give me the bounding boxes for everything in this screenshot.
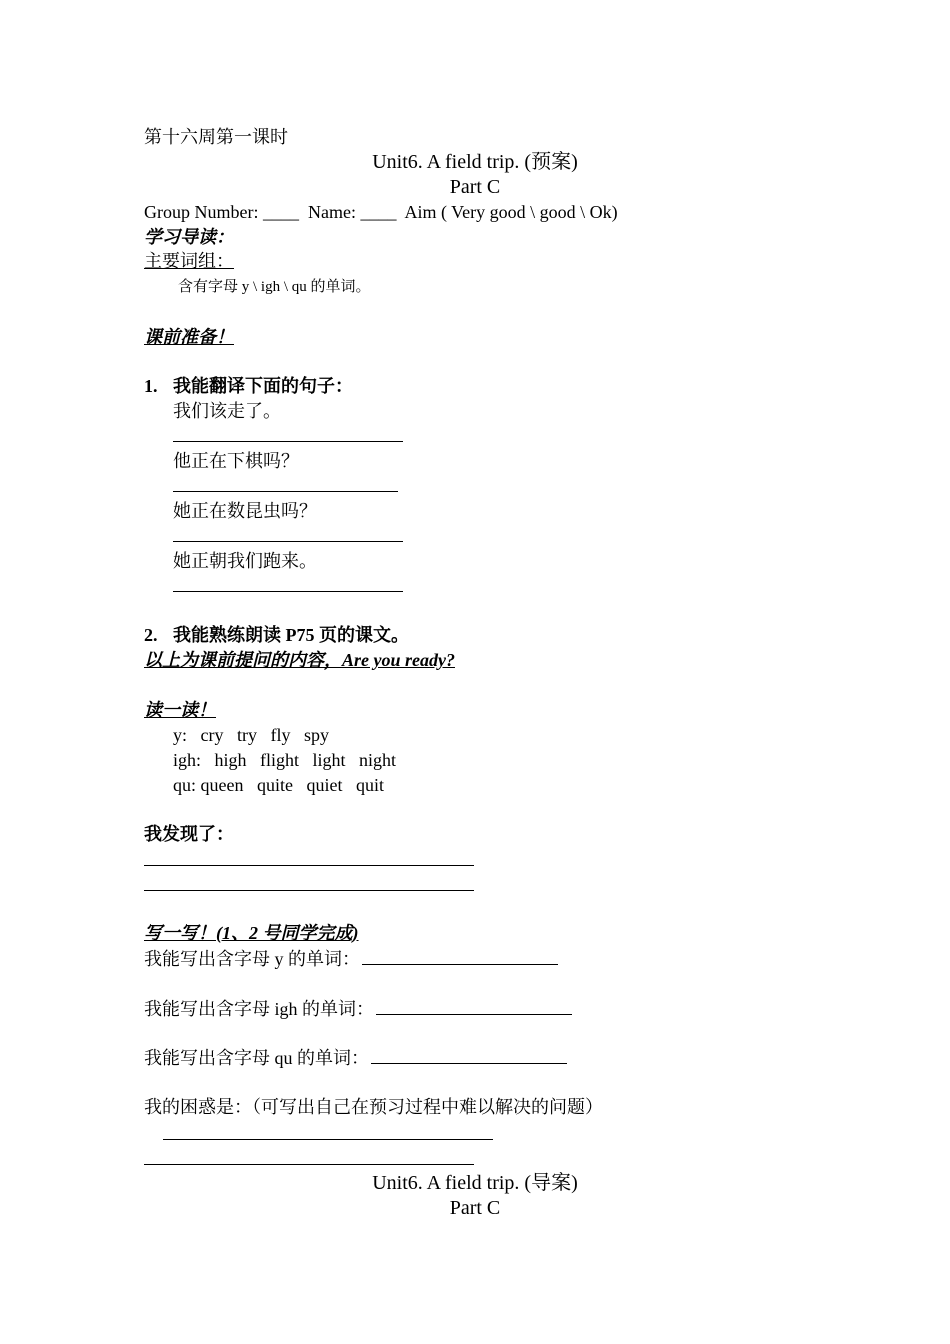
answer-line-4[interactable] — [173, 591, 403, 592]
part-title: Part C — [449, 176, 501, 198]
item-number: 1. — [144, 376, 158, 396]
answer-line-1[interactable] — [173, 441, 403, 442]
read-heading: 读一读！ — [144, 700, 216, 720]
write-heading: 写一写！(1、2 号同学完成) — [144, 923, 359, 943]
read-row-y: y: cry try fly spy — [173, 725, 329, 745]
guide-note: 含有字母 y \ igh \ qu 的单词。 — [178, 279, 371, 295]
write-question-qu — [144, 1046, 567, 1069]
guide-subheading: 主要词组： — [144, 251, 234, 271]
read-row-igh: igh: high flight light night — [173, 750, 397, 770]
unit-title: Unit6. A field trip. (预案) — [372, 151, 578, 173]
question-label: 我能写出含字母 qu 的单词： — [144, 1048, 369, 1068]
answer-blank-qu[interactable] — [371, 1046, 567, 1064]
ready-line: 以上为课前提问的内容，Are you ready? — [144, 650, 455, 670]
write-question-igh — [144, 997, 572, 1020]
sentence-1: 我们该走了。 — [173, 401, 281, 421]
found-label: 我发现了： — [144, 824, 234, 844]
guide-heading: 学习导读： — [144, 227, 234, 247]
found-line-2[interactable] — [144, 890, 474, 891]
write-question-y — [144, 947, 558, 970]
doubt-label: 我的困惑是：（可写出自己在预习过程中难以解决的问题） — [144, 1097, 603, 1117]
doubt-line-2[interactable] — [144, 1164, 474, 1165]
prep-heading: 课前准备！ — [144, 327, 234, 347]
group-info-line: Group Number: ____ Name: ____ Aim ( Very good \ good \ Ok) — [144, 202, 618, 222]
guide-unit-title: Unit6. A field trip. (导案) — [372, 1172, 578, 1194]
item-title: 我能熟练朗读 P75 页的课文。 — [173, 625, 409, 645]
answer-line-3[interactable] — [173, 541, 403, 542]
read-row-qu: qu: queen quite quiet quit — [173, 775, 384, 795]
item-title: 我能翻译下面的句子： — [173, 376, 353, 396]
question-label: 我能写出含字母 y 的单词： — [144, 949, 360, 969]
prep-item-2 — [144, 624, 409, 646]
question-label: 我能写出含字母 igh 的单词： — [144, 999, 374, 1019]
item-number: 2. — [144, 625, 158, 645]
guide-part-title: Part C — [449, 1197, 501, 1219]
answer-line-2[interactable] — [173, 491, 398, 492]
doubt-line-1[interactable] — [163, 1139, 493, 1140]
answer-blank-y[interactable] — [362, 947, 558, 965]
sentence-2: 他正在下棋吗？ — [173, 451, 299, 471]
sentence-3: 她正在数昆虫吗？ — [173, 501, 317, 521]
week-label: 第十六周第一课时 — [144, 127, 288, 147]
found-line-1[interactable] — [144, 865, 474, 866]
sentence-4: 她正朝我们跑来。 — [173, 551, 317, 571]
prep-item-1 — [144, 375, 353, 397]
answer-blank-igh[interactable] — [376, 997, 572, 1015]
